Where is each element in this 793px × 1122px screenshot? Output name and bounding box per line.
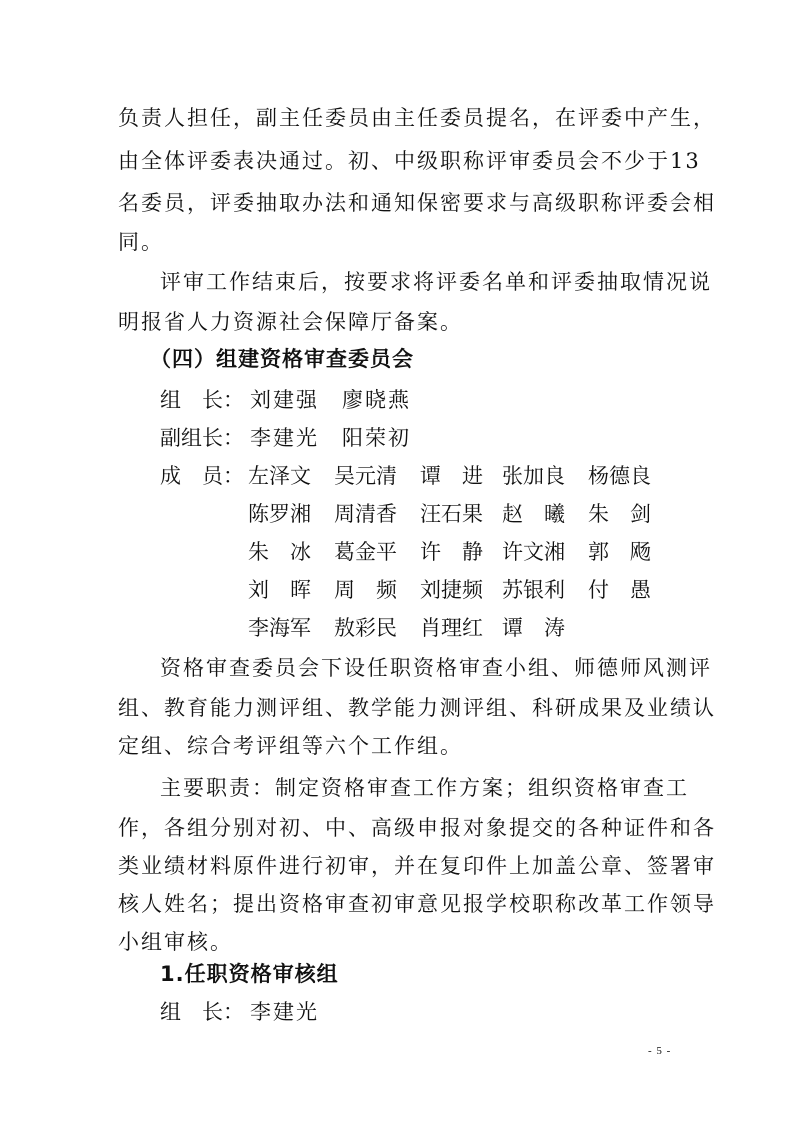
paragraph-line: 负责人担任，副主任委员由主任委员提名，在评委中产生， xyxy=(118,106,716,130)
paragraph-line: 小组审核。 xyxy=(118,930,233,954)
member-name: 朱 冰 xyxy=(248,540,311,564)
page-number: - 5 - xyxy=(648,1045,672,1057)
paragraph-line: 核人姓名；提出资格审查初审意见报学校职称改革工作领导 xyxy=(118,892,716,916)
member-name: 周清香 xyxy=(334,502,397,526)
paragraph-line: 由全体评委表决通过。初、中级职称评审委员会不少于13 xyxy=(118,149,701,173)
deputy-leader-row xyxy=(160,424,560,452)
member-name: 左泽文 xyxy=(248,464,311,488)
paragraph-line: 评审工作结束后，按要求将评委名单和评委抽取情况说 xyxy=(160,270,712,294)
members-row xyxy=(248,462,678,490)
member-name: 付 愚 xyxy=(588,578,651,602)
members-label-row xyxy=(160,462,250,490)
deputy-leader-label: 副组长： xyxy=(160,426,244,450)
members-row xyxy=(248,614,678,642)
members-row xyxy=(248,576,678,604)
member-name: 谭 进 xyxy=(420,464,483,488)
leader-names: 刘建强 廖晓燕 xyxy=(250,388,411,412)
member-name: 许文湘 xyxy=(502,540,565,564)
member-name: 张加良 xyxy=(502,464,565,488)
paragraph-line: 类业绩材料原件进行初审，并在复印件上加盖公章、签署审 xyxy=(118,854,716,878)
paragraph-line: 组、教育能力测评组、教学能力测评组、科研成果及业绩认 xyxy=(118,696,716,720)
members-label: 成 员： xyxy=(160,464,244,488)
paragraph-line: 主要职责：制定资格审查工作方案；组织资格审查工 xyxy=(160,776,689,800)
paragraph-line: 资格审查委员会下设任职资格审查小组、师德师风测评 xyxy=(160,656,712,680)
members-row xyxy=(248,538,678,566)
member-name: 肖理红 xyxy=(420,616,483,640)
subsection-leader-label: 组 长： xyxy=(160,1000,244,1024)
member-name: 葛金平 xyxy=(334,540,397,564)
paragraph-line: 同。 xyxy=(118,230,164,254)
section-heading: （四）组建资格审查委员会 xyxy=(150,347,414,371)
leader-row xyxy=(160,386,560,414)
member-name: 刘捷频 xyxy=(420,578,483,602)
subsection-leader-name: 李建光 xyxy=(250,1000,319,1024)
subsection-leader-row xyxy=(160,998,460,1026)
leader-label: 组 长： xyxy=(160,388,244,412)
member-name: 敖彩民 xyxy=(334,616,397,640)
paragraph-line: 名委员，评委抽取办法和通知保密要求与高级职称评委会相 xyxy=(118,191,716,215)
member-name: 陈罗湘 xyxy=(248,502,311,526)
member-name: 苏银利 xyxy=(502,578,565,602)
member-name: 赵 曦 xyxy=(502,502,565,526)
paragraph-line: 明报省人力资源社会保障厅备案。 xyxy=(118,310,463,334)
paragraph-line: 定组、综合考评组等六个工作组。 xyxy=(118,734,463,758)
member-name: 周 频 xyxy=(334,578,397,602)
member-name: 刘 晖 xyxy=(248,578,311,602)
member-name: 谭 涛 xyxy=(502,616,565,640)
member-name: 朱 剑 xyxy=(588,502,651,526)
paragraph-line: 作，各组分别对初、中、高级申报对象提交的各种证件和各 xyxy=(118,816,716,840)
member-name: 杨德良 xyxy=(588,464,651,488)
member-name: 李海军 xyxy=(248,616,311,640)
member-name: 许 静 xyxy=(420,540,483,564)
member-name: 郭 飏 xyxy=(588,540,651,564)
member-name: 汪石果 xyxy=(420,502,483,526)
subsection-heading: 1.任职资格审核组 xyxy=(160,962,339,986)
members-row xyxy=(248,500,678,528)
member-name: 吴元清 xyxy=(334,464,397,488)
deputy-leader-names: 李建光 阳荣初 xyxy=(250,426,411,450)
